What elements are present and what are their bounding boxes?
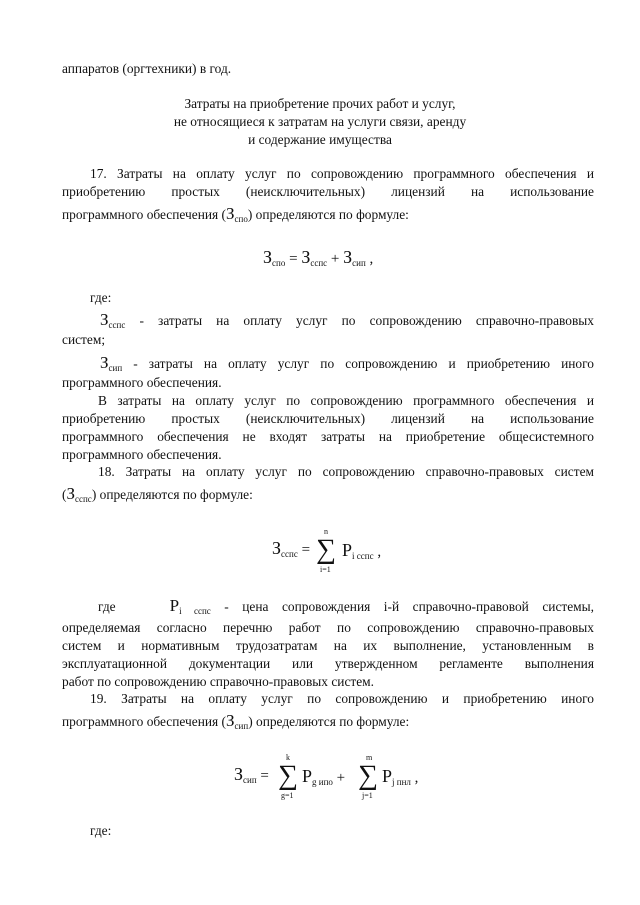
p19-line-2: программного обеспечения $(З_{сип})$ определяются по формуле: [62, 711, 410, 731]
p17-line-2: приобретению простых (неисключительных) лицензий на использование [62, 184, 594, 199]
sigma-symbol: ∑ [316, 534, 336, 565]
where-label: где: [90, 290, 112, 305]
formula-sip-term-1: $P_{g ипо}$ + [302, 766, 346, 787]
formula-sspps-rhs: $P_{i сспс}$ , [342, 540, 382, 561]
p18-line-1: 18. Затраты на оплату услуг по сопровождению справочно-правовых систем [98, 464, 594, 479]
where-label-2: где: [90, 823, 112, 838]
p17-line-1: 17. Затраты на оплату услуг по сопровождению программного обеспечения и [90, 166, 594, 181]
formula-spo: $З_{спо} = З_{сспс} + З_{сип}$ , [263, 247, 374, 268]
note-line-2: приобретению простых (неисключительных) лицензий на использование [62, 411, 594, 426]
sum1-lower-g1: g=1 [281, 791, 294, 800]
def-sip-line-2: программного обеспечения. [62, 375, 222, 390]
note-line-3: программного обеспечения не входят затраты на приобретение общесистемного [62, 429, 594, 444]
def-sip-line-1: $З_{сип}$ - затраты на оплату услуг по сопровождению и приобретению иного [100, 353, 594, 373]
formula-sip-lhs: $З_{сип}$ = [234, 764, 269, 785]
top-line: аппаратов (оргтехники) в год. [62, 61, 232, 76]
formula-sip-term-2: $P_{j пнл}$ , [382, 766, 419, 787]
def-pi-line-4: эксплуатационной документации или утвержденном регламенте выполнения [62, 656, 594, 671]
p17-line-3: программного обеспечения $(З_{спо})$ определяются по формуле: [62, 204, 409, 224]
sum2-lower-j1: j=1 [362, 791, 373, 800]
note-line-4: программного обеспечения. [62, 447, 222, 462]
p18-line-2: $(З_{сспс})$ определяются по формуле: [62, 484, 253, 504]
sum1-upper-k: k [286, 753, 290, 762]
def-sspps-line-2: систем; [62, 332, 106, 347]
section-heading-line-1: Затраты на приобретение прочих работ и услуг, [184, 96, 456, 111]
sum-lower-i1: i=1 [320, 565, 331, 574]
sigma-symbol-1: ∑ [278, 760, 298, 791]
def-pi-line-1: где $P_{i сспс}$ - цена сопровождения i-й справочно-правовой системы, [98, 596, 594, 616]
def-pi-line-5: работ по сопровождению справочно-правовых систем. [62, 674, 375, 689]
section-heading-line-3: и содержание имущества [248, 132, 392, 147]
sum-upper-n: n [324, 527, 328, 536]
note-line-1: В затраты на оплату услуг по сопровождению программного обеспечения и [98, 393, 594, 408]
def-pi-line-2: определяемая согласно перечню работ по сопровождению справочно-правовых [62, 620, 594, 635]
section-heading-line-2: не относящиеся к затратам на услуги связи, аренду [173, 114, 467, 129]
def-pi-line-3: систем и нормативным трудозатратам на их выполнение, установленным в [62, 638, 594, 653]
p19-line-1: 19. Затраты на оплату услуг по сопровождению и приобретению иного [90, 691, 594, 706]
sigma-symbol-2: ∑ [358, 760, 378, 791]
def-sspps-line-1: $З_{сспс}$ - затраты на оплату услуг по сопровождению справочно-правовых [100, 310, 594, 330]
formula-sspps-lhs: $З_{сспс}$ = [272, 538, 311, 559]
sum2-upper-m: m [366, 753, 373, 762]
